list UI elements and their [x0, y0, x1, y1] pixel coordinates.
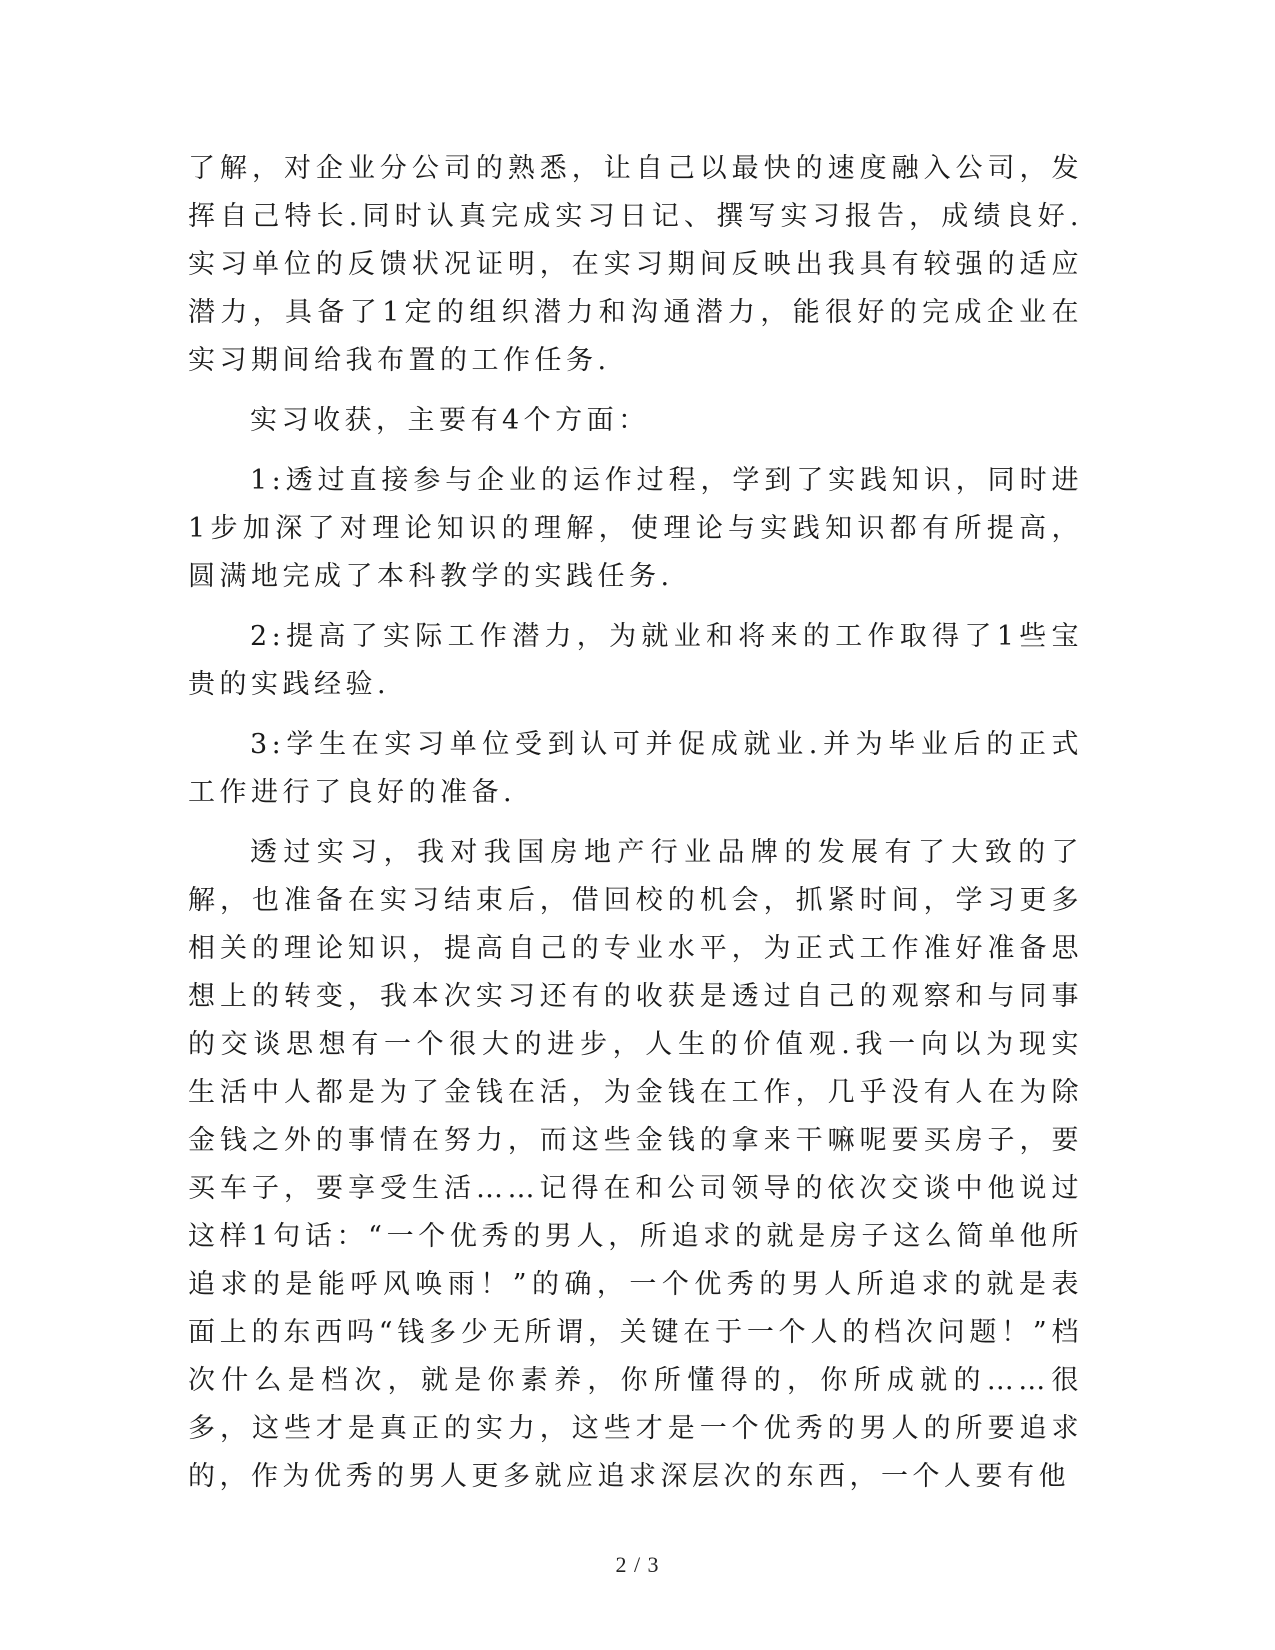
paragraph-5: 3:学生在实习单位受到认可并促成就业.并为毕业后的正式工作进行了良好的准备. — [188, 729, 1083, 808]
paragraph-3: 1:透过直接参与企业的运作过程，学到了实践知识，同时进1步加深了对理论知识的理解，使理论与实践知识都有所提高，圆满地完成了本科教学的实践任务. — [188, 465, 1083, 592]
document-body — [188, 145, 1083, 1513]
paragraph-2: 实习收获，主要有4个方面： — [250, 405, 650, 436]
paragraph-4: 2:提高了实际工作潜力，为就业和将来的工作取得了1些宝贵的实践经验. — [188, 621, 1083, 700]
page-number: 2 / 3 — [615, 1552, 660, 1577]
paragraph-1: 了解，对企业分公司的熟悉，让自己以最快的速度融入公司，发挥自己特长.同时认真完成实习日记、撰写实习报告，成绩良好.实习单位的反馈状况证明，在实习期间反映出我具有较强的适应潜力，具备了1定的组织潜力和沟通潜力，能很好的完成企业在实习期间给我布置的工作任务. — [188, 153, 1083, 376]
paragraph-6: 透过实习，我对我国房地产行业品牌的发展有了大致的了解，也准备在实习结束后，借回校的机会，抓紧时间，学习更多相关的理论知识，提高自己的专业水平，为正式工作准好准备思想上的转变，我本次实习还有的收获是透过自己的观察和与同事的交谈思想有一个很大的进步，人生的价值观.我一向以为现实生活中人都是为了金钱在活，为金钱在工作，几乎没有人在为除金钱之外的事情在努力，而这些金钱的拿来干嘛呢要买房子，要买车子，要享受生活……记得在和公司领导的依次交谈中他说过这样1句话：“一个优秀的男人，所追求的就是房子这么简单他所追求的是能呼风唤雨！”的确，一个优秀的男人所追求的就是表面上的东西吗“钱多少无所谓，关键在于一个人的档次问题！”档次什么是档次，就是你素养，你所懂得的，你所成就的……很多，这些才是真正的实力，这些才是一个优秀的男人的所要追求的，作为优秀的男人更多就应追求深层次的东西，一个人要有他 — [188, 837, 1083, 1492]
